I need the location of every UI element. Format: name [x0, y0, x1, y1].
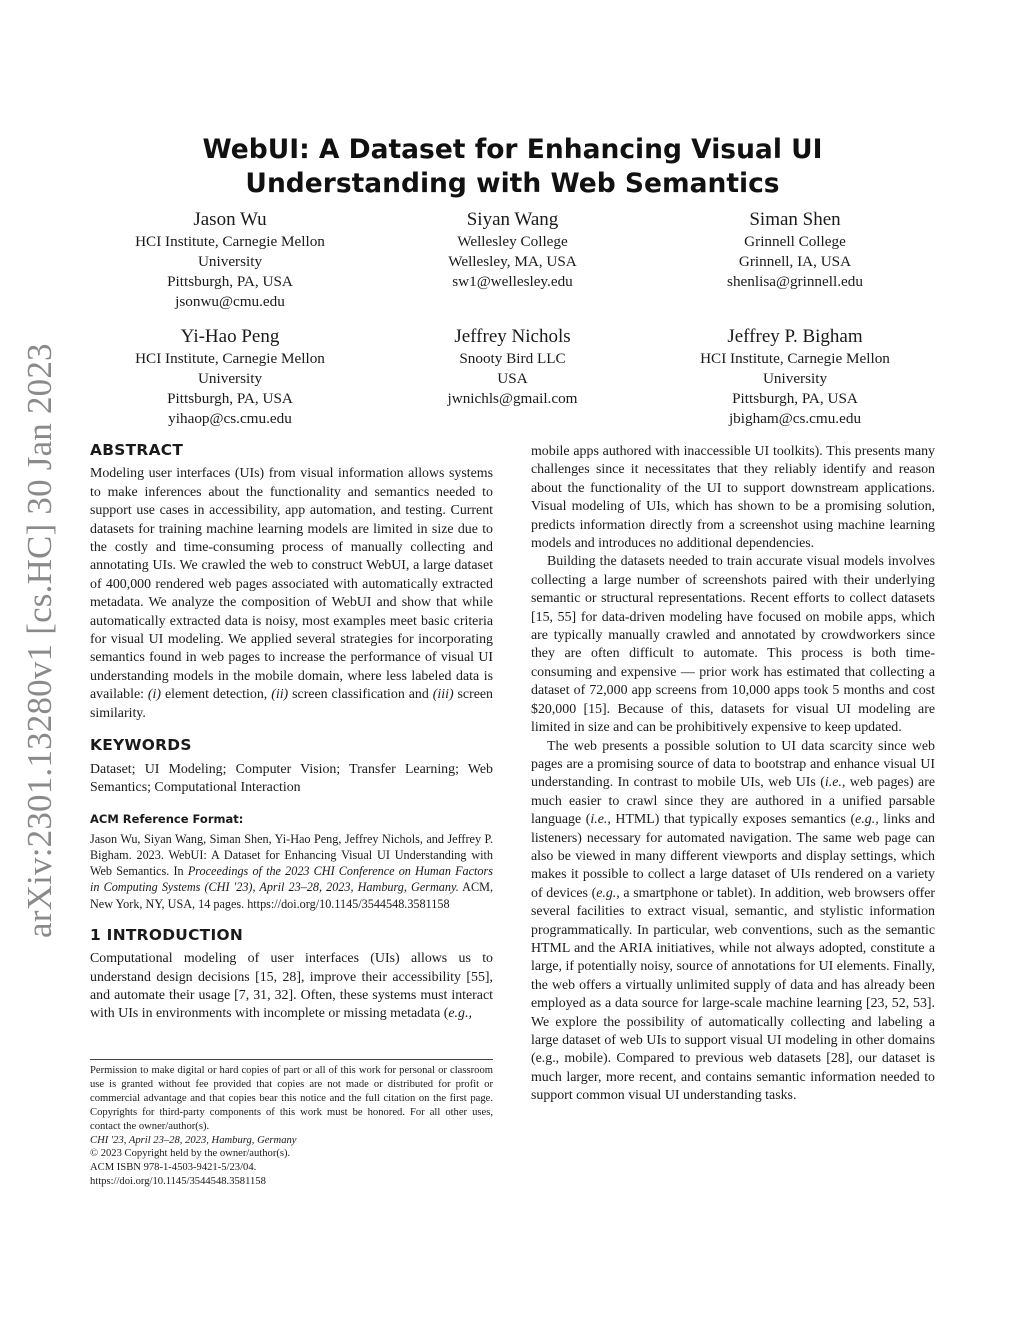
- introduction-heading: 1 INTRODUCTION: [90, 925, 244, 944]
- keywords-section: [90, 736, 493, 797]
- author-location: Wellesley, MA, USA: [448, 253, 577, 270]
- paper-title: WebUI: A Dataset for Enhancing Visual UI Understanding with Web Semantics: [202, 134, 823, 199]
- author-email: yihaop@cs.cmu.edu: [168, 410, 292, 427]
- author-affiliation: University: [762, 370, 828, 387]
- author-location: Pittsburgh, PA, USA: [167, 273, 293, 290]
- author-email: jsonwu@cmu.edu: [175, 293, 285, 310]
- acm-reference-text: Jason Wu, Siyan Wang, Siman Shen, Yi-Hao Peng, Jeffrey Nichols, and Jeffrey P. Bigham. 2023. WebUI: A Dataset for Enhancing Visual UI Understanding with Web Semantics. In Proceedings of the 2023 CHI Conference on Human Factors in Computing Systems (CHI '23), April 23–28, 2023, Hamburg, Germany. ACM, New York, NY, USA, 14 pages. https://doi.org/10.1145/3544548.3581158: [90, 831, 493, 911]
- author-block: [370, 325, 655, 429]
- author-name: Jeffrey Nichols: [454, 326, 571, 347]
- author-name: Siman Shen: [749, 209, 841, 230]
- abstract-text: Modeling user interfaces (UIs) from visual information allows systems to make inferences about the functionality and semantics needed to support use cases in accessibility, app automation, and testing. Current datasets for training machine learning models are limited in size due to the costly and time-consuming process of manually collecting and annotating UIs. We crawled the web to construct WebUI, a large dataset of 400,000 rendered web pages associated with automatically extracted metadata. We analyze the composition of WebUI and show that while automatically extracted data is noisy, most examples meet basic criteria for visual UI modeling. We applied several strategies for incorporating semantics found in web pages to increase the performance of visual UI understanding models in the mobile domain, where less labeled data is available: (i) element detection, (ii) screen classification and (iii) screen similarity.: [90, 466, 493, 721]
- author-email: sw1@wellesley.edu: [452, 273, 573, 290]
- author-row-1: [90, 208, 935, 312]
- author-location: Pittsburgh, PA, USA: [167, 390, 293, 407]
- arxiv-identifier-stamp: arXiv:2301.13280v1 [cs.HC] 30 Jan 2023: [20, 343, 59, 938]
- acm-reference-section: [90, 810, 493, 911]
- author-affiliation: HCI Institute, Carnegie Mellon: [135, 350, 325, 367]
- author-name: Yi-Hao Peng: [180, 326, 280, 347]
- author-affiliation: University: [197, 253, 263, 270]
- author-email: jbigham@cs.cmu.edu: [728, 410, 862, 427]
- author-block: [90, 208, 370, 312]
- left-column: [90, 441, 493, 1024]
- copyright-footnote: [90, 1064, 493, 1189]
- author-affiliation: HCI Institute, Carnegie Mellon: [700, 350, 890, 367]
- introduction-paragraph-1-continued: mobile apps authored with inaccessible UI toolkits). This presents many challenges since it necessitates that they reliably identify and reason about the functionality of the UI to support downstream applications. Visual modeling of UIs, which has shown to be a promising solution, predicts information directly from a screenshot using machine learning models and introduces no additional dependencies.: [531, 444, 935, 552]
- author-email: shenlisa@grinnell.edu: [727, 273, 863, 290]
- isbn-line: ACM ISBN 978-1-4503-9421-5/23/04.: [90, 1162, 257, 1174]
- keywords-text: Dataset; UI Modeling; Computer Vision; Transfer Learning; Web Semantics; Computational Interaction: [90, 761, 493, 795]
- conference-venue: CHI '23, April 23–28, 2023, Hamburg, Germany: [90, 1134, 297, 1146]
- abstract-heading: ABSTRACT: [90, 441, 184, 459]
- introduction-paragraph-3: The web presents a possible solution to UI data scarcity since web pages are a promising source of data to bootstrap and enhance visual UI understanding. In contrast to mobile UIs, web UIs (i.e., web pages) are much easier to crawl since they are authored in a unified parsable language (i.e., HTML) that typically exposes semantics (e.g., links and listeners) necessary for automated navigation. The same web page can also be viewed in many different viewports and display settings, which makes it possible to collect a large dataset of UIs rendered on a variety of devices (e.g., a smartphone or tablet). In addition, web browsers offer several facilities to extract visual, semantic, and stylistic information programmatically. In particular, web conventions, such as the semantic HTML and the ARIA initiatives, while not always adopted, constitute a large, if potentially noisy, source of annotations for UI elements. Finally, the web offers a virtually unlimited supply of data and has already been employed as a data source for large-scale machine learning [23, 52, 53]. We explore the possibility of automatically collecting and labeling a large dataset of web UIs to support visual UI modeling in other domains (e.g., mobile). Compared to previous web datasets [28], our dataset is much larger, more recent, and contains semantic information needed to support common visual UI understanding tasks.: [531, 738, 935, 1104]
- author-affiliation: HCI Institute, Carnegie Mellon: [135, 233, 325, 250]
- doi-link[interactable]: https://doi.org/10.1145/3544548.3581158: [90, 1176, 266, 1188]
- acm-reference-heading: ACM Reference Format:: [90, 812, 244, 827]
- author-name: Jeffrey P. Bigham: [727, 326, 863, 347]
- copyright-line: © 2023 Copyright held by the owner/author(s).: [90, 1148, 291, 1160]
- author-affiliation: Wellesley College: [457, 233, 568, 250]
- footnote-divider: [90, 1059, 493, 1060]
- author-block: [90, 325, 370, 429]
- author-block: [655, 208, 935, 312]
- abstract-section: [90, 441, 493, 723]
- author-block: [655, 325, 935, 429]
- author-row-2: [90, 325, 935, 429]
- author-block: [370, 208, 655, 312]
- introduction-paragraph-2: Building the datasets needed to train accurate visual models involves collecting a large number of screenshots paired with their underlying semantic or structural representations. Recent efforts to collect datasets [15, 55] for data-driven modeling have focused on mobile apps, which are typically manually crawled and annotated by crowdworkers since they are often difficult to automate. This process is both time-consuming and expensive — prior work has estimated that collecting a dataset of 72,000 app screens from 10,000 apps took 5 months and cost $20,000 [15]. Because of this, datasets for visual UI modeling are limited in size and can be prohibitively expensive to keep updated.: [531, 554, 935, 736]
- author-affiliation: Snooty Bird LLC: [459, 350, 566, 367]
- author-location: Pittsburgh, PA, USA: [732, 390, 858, 407]
- author-affiliation: University: [197, 370, 263, 387]
- right-column: [531, 443, 935, 1106]
- author-name: Siyan Wang: [466, 209, 559, 230]
- author-location: USA: [497, 370, 528, 387]
- permission-notice: Permission to make digital or hard copies of part or all of this work for personal or classroom use is granted without fee provided that copies are not made or distributed for profit or commercial advantage and that copies bear this notice and the full citation on the first page. Copyrights for third-party components of this work must be honored. For all other uses, contact the owner/author(s).: [90, 1065, 493, 1132]
- keywords-heading: KEYWORDS: [90, 736, 192, 755]
- author-affiliation: Grinnell College: [744, 233, 846, 250]
- author-name: Jason Wu: [193, 209, 267, 230]
- author-location: Grinnell, IA, USA: [738, 253, 852, 270]
- author-email: jwnichls@gmail.com: [447, 390, 578, 407]
- introduction-paragraph-1: Computational modeling of user interfaces (UIs) allows us to understand design decisions [15, 28], improve their accessibility [55], and automate their usage [7, 31, 32]. Often, these systems must interact with UIs in environments with incomplete or missing metadata (e.g.,: [90, 951, 493, 1022]
- introduction-section: [90, 926, 493, 1024]
